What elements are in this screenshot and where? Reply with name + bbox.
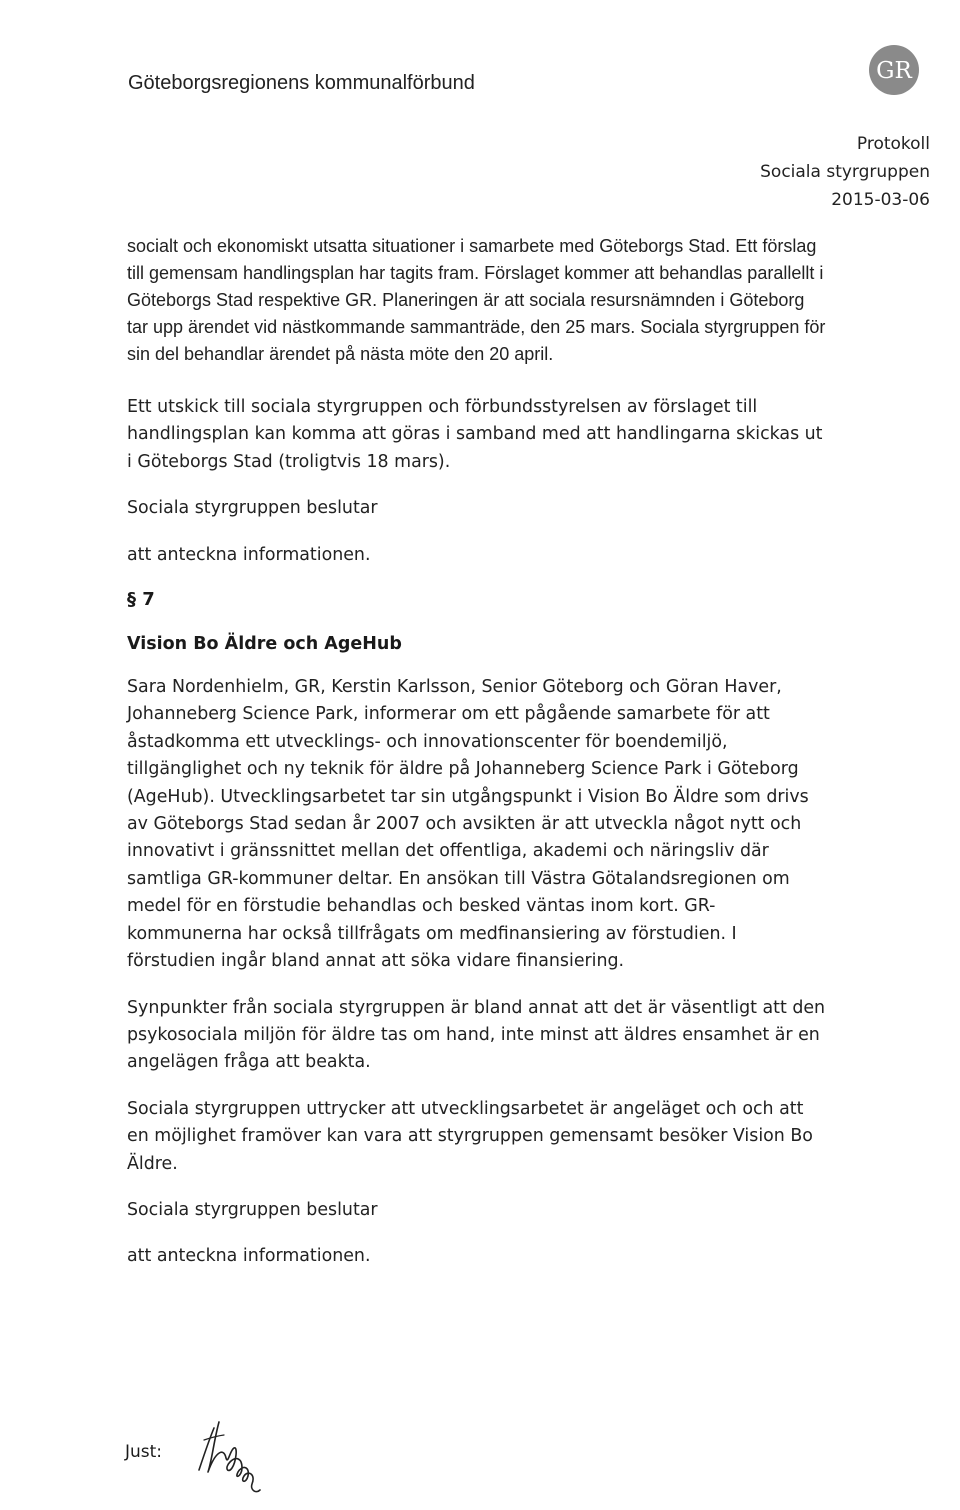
section-number: § 7 — [127, 589, 155, 611]
gr-logo — [868, 44, 920, 96]
doc-type: Protokoll — [856, 134, 930, 154]
organization-name: Göteborgsregionens kommunalförbund — [128, 72, 475, 94]
document-body — [127, 233, 827, 1290]
signature — [164, 1410, 284, 1510]
decision-text: att anteckna informationen. — [127, 1246, 371, 1267]
section-title: Vision Bo Äldre och AgeHub — [127, 634, 402, 655]
paragraph-statement: Sociala styrgruppen uttrycker att utvecklingsarbetet är angeläget och och att en möjlighet framöver kan vara att styrgruppen gemensamt besöker Vision Bo Äldre. — [127, 1098, 813, 1174]
decision-label: Sociala styrgruppen beslutar — [127, 498, 378, 519]
paragraph-mailing: Ett utskick till sociala styrgruppen och förbundsstyrelsen av förslaget till handlingsplan kan komma att göras i samband med att handlingarna skickas ut i Göteborgs Stad (troligtvis 18 mars). — [127, 397, 823, 472]
group-name: Sociala styrgruppen — [760, 162, 930, 182]
document-meta — [760, 130, 930, 214]
just-label: Just: — [125, 1442, 163, 1462]
gr-logo-text: GR — [876, 58, 912, 84]
paragraph-agehub: Sara Nordenhielm, GR, Kerstin Karlsson, Senior Göteborg och Göran Haver, Johanneberg Science Park, informerar om ett pågående samarbete för att åstadkomma ett utvecklings- och innovationscenter för boendemiljö, tillgänglighet och ny teknik för äldre på Johanneberg Science Park i Göteborg (AgeHub). Utvecklingsarbetet tar sin utgångspunkt i Vision Bo Äldre som drivs av Göteborgs Stad sedan år 2007 och avsikten är att utveckla något nytt och innovativt i gränssnittet mellan det offentliga, akademi och näringsliv där samtliga GR-kommuner deltar. En ansökan till Västra Götalandsregionen om medel för en förstudie behandlas och besked väntas inom kort. GR-kommunerna har också tillfrågats om medfinansiering av förstudien. I förstudien ingår bland annat att söka vidare finansiering. — [127, 677, 809, 972]
decision-label: Sociala styrgruppen beslutar — [127, 1199, 378, 1220]
document-date: 2015-03-06 — [831, 190, 930, 210]
justification — [125, 1410, 284, 1510]
paragraph-viewpoints: Synpunkter från sociala styrgruppen är bland annat att det är väsentligt att den psykosociala miljön för äldre tas om hand, inte minst att äldres ensamhet är en angelägen fråga att beakta. — [127, 997, 826, 1073]
decision-text: att anteckna informationen. — [127, 544, 371, 565]
paragraph-situation: socialt och ekonomiskt utsatta situationer i samarbete med Göteborgs Stad. Ett förslag till gemensam handlingsplan har tagits fram. Förslaget kommer att behandlas parallellt i Göteborgs Stad respektive GR. Planeringen är att sociala resursnämnden i Göteborg tar upp ärendet vid nästkommande sammanträde, den 25 mars. Sociala styrgruppen för sin del behandlar ärendet på nästa möte den 20 april. — [127, 236, 826, 364]
